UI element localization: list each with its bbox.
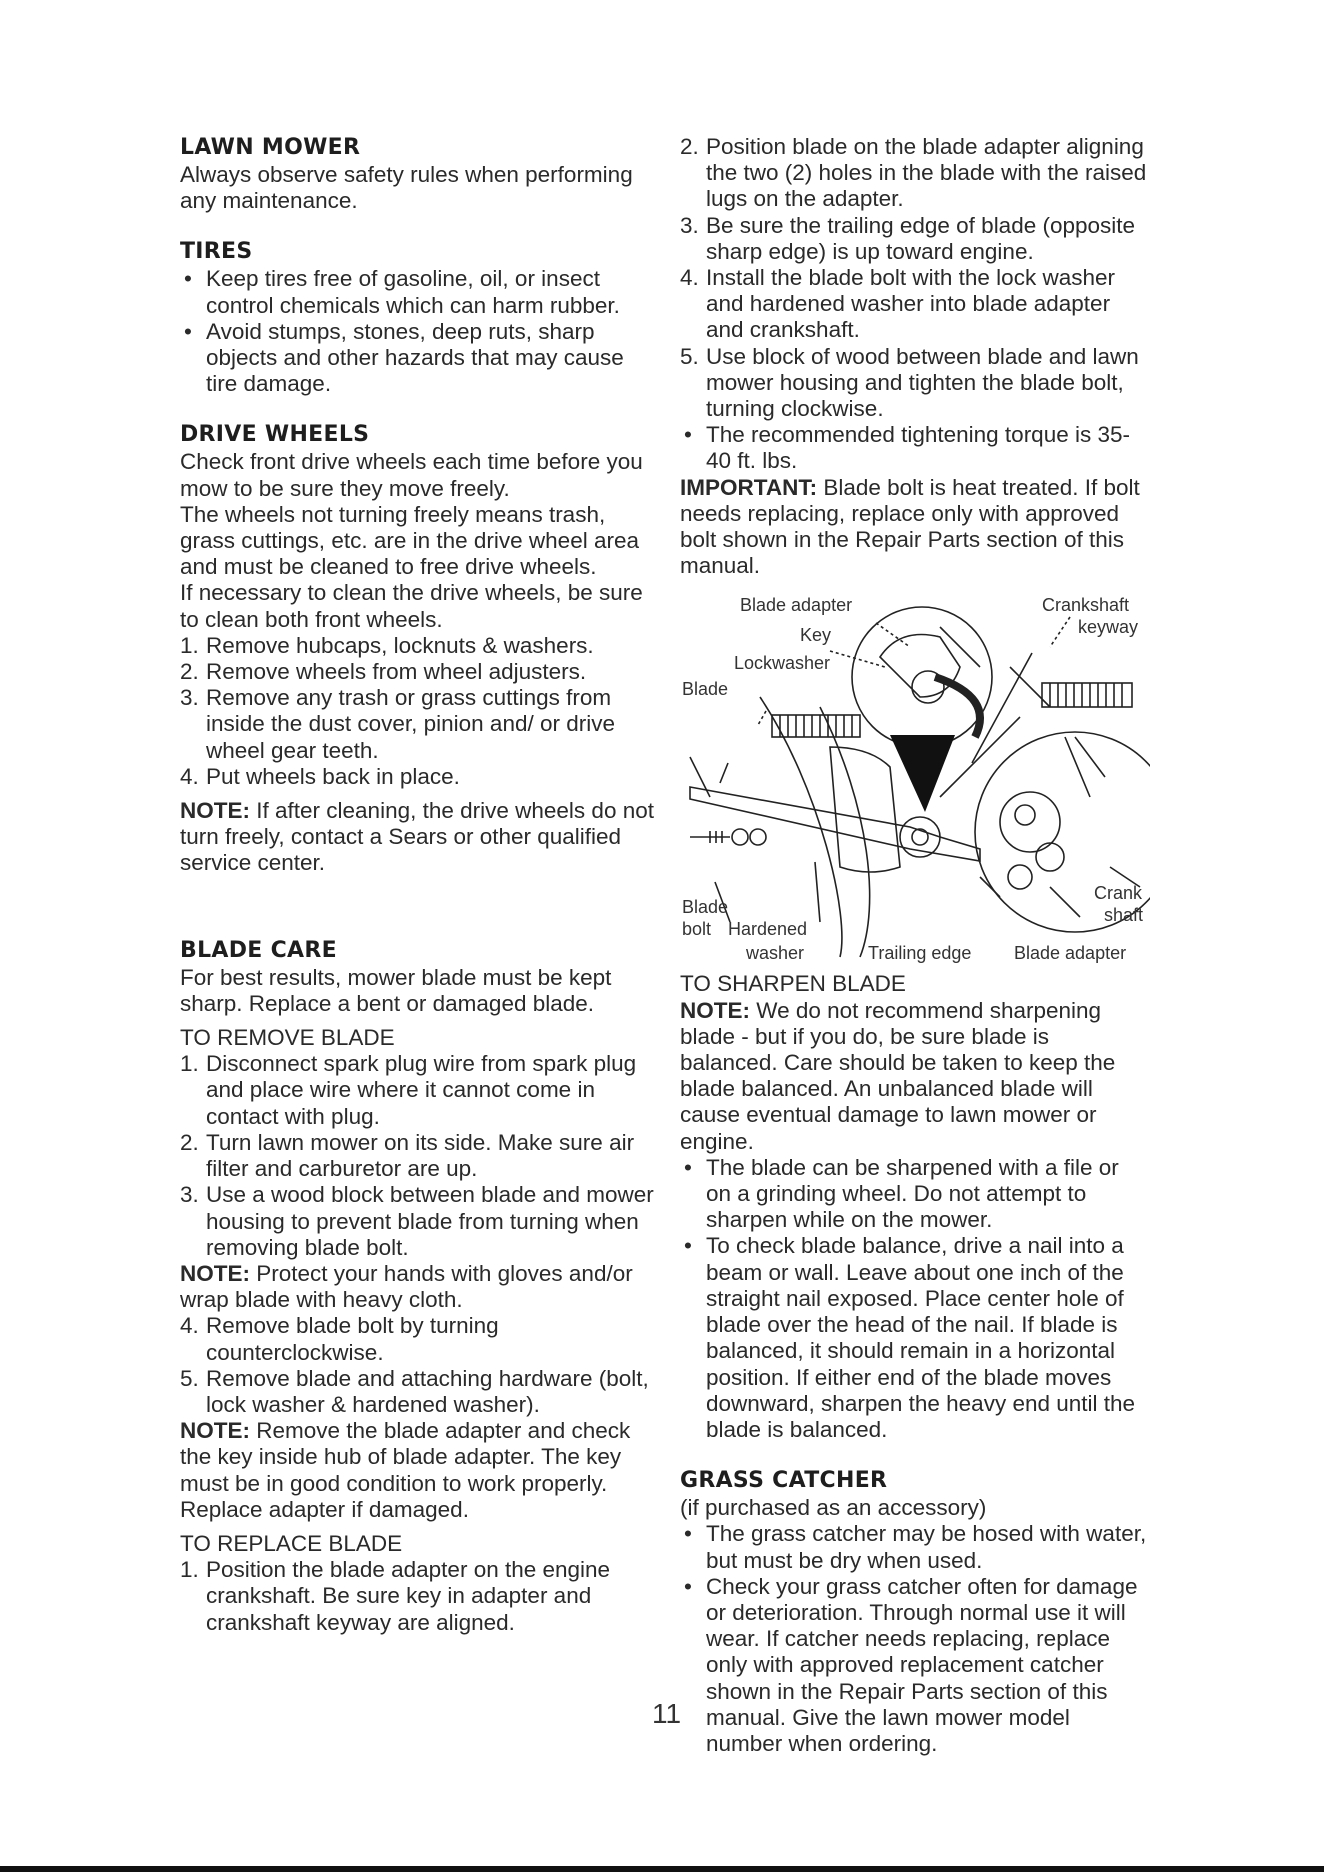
list-item: 4. Put wheels back in place. [180,763,460,789]
remove-blade-steps-b [180,1313,660,1418]
list-item: 4. Remove blade bolt by turning counterclockwise. [180,1313,499,1365]
subheading-sharpen-blade: TO SHARPEN BLADE [680,971,906,997]
label-crankshaft-bottom-1: Crank [1094,883,1143,904]
remove-blade-note-2: NOTE: Remove the blade adapter and check the key inside hub of blade adapter. The key must be in good condition to work properly. Replace adapter if damaged. [180,1418,631,1522]
label-blade-adapter-top: Blade adapter [740,595,853,616]
list-item: • The recommended tightening torque is 35-40 ft. lbs. [684,422,1130,474]
list-item: 3. Use a wood block between blade and mower housing to prevent blade from turning when removing blade bolt. [180,1182,654,1260]
bullet-icon: • [684,422,692,448]
torque-list [680,422,1150,474]
label-crankshaft-bottom-2: shaft [1104,905,1144,926]
blade-assembly-illustration [680,587,1150,967]
right-column [680,134,1150,1757]
list-item: 1. Disconnect spark plug wire from spark plug and place wire where it cannot come in contact with plug. [180,1051,637,1129]
list-item: • Avoid stumps, stones, deep ruts, sharp objects and other hazards that may cause tire damage. [184,318,624,397]
drive-wheels-p3: If necessary to clean the drive wheels, be sure to clean both front wheels. [180,580,643,632]
section-heading-grass-catcher: GRASS CATCHER [680,1468,888,1494]
grass-catcher-sub: (if purchased as an accessory) [680,1495,987,1521]
bullet-icon: • [184,318,192,344]
section-heading-drive-wheels: DRIVE WHEELS [180,422,370,448]
list-item: • Check your grass catcher often for damage or deterioration. Through normal use it will wear. If catcher needs replacing, replace only with approved replacement catcher shown in the Repair Parts section of this manual. Give the lawn mower model number when ordering. [684,1573,1138,1756]
blade-assembly-diagram [680,587,1150,967]
list-item: 3. Be sure the trailing edge of blade (opposite sharp edge) is up toward engine. [680,212,1136,264]
list-item: 3. Remove any trash or grass cuttings from inside the dust cover, pinion and/ or drive wheel gear teeth. [180,685,615,763]
drive-wheels-steps [180,633,660,790]
lawn-mower-text: Always observe safety rules when performing any maintenance. [180,162,633,214]
subheading-remove-blade: TO REMOVE BLADE [180,1025,395,1051]
section-heading-blade-care: BLADE CARE [180,937,337,963]
list-item: 1. Remove hubcaps, locknuts & washers. [180,632,594,658]
label-blade-adapter-bottom: Blade adapter [1014,943,1127,964]
remove-blade-steps-a [180,1051,660,1261]
tires-list [180,266,660,397]
section-heading-lawn-mower: LAWN MOWER [180,135,361,160]
label-hardened-washer-1: Hardened [728,919,808,940]
list-item: 2. Remove wheels from wheel adjusters. [180,659,587,685]
list-item: 4. Install the blade bolt with the lock washer and hardened washer into blade adapter and crankshaft. [680,265,1115,343]
label-key: Key [800,625,832,646]
drive-wheels-p1: Check front drive wheels each time before you mow to be sure they move freely. [180,449,643,501]
label-keyway: keyway [1078,617,1139,638]
section-heading-tires: TIRES [180,239,253,265]
label-crankshaft: Crankshaft [1042,595,1130,616]
list-item: 2. Position blade on the blade adapter aligning the two (2) holes in the blade with the raised lugs on the adapter. [680,134,1147,212]
list-item: • The grass catcher may be hosed with water, but must be dry when used. [684,1521,1147,1573]
list-item: • The blade can be sharpened with a file or on a grinding wheel. Do not attempt to sharpen while on the mower. [684,1154,1119,1233]
list-item: 2. Turn lawn mower on its side. Make sure air filter and carburetor are up. [180,1129,635,1182]
label-blade: Blade [682,679,729,700]
label-trailing-edge: Trailing edge [868,943,972,964]
label-lockwasher: Lockwasher [734,653,831,674]
page-number: 11 [652,1698,682,1729]
list-item: • To check blade balance, drive a nail into a beam or wall. Leave about one inch of the straight nail exposed. Place center hole of blade over the head of the nail. If blade is balanced, it should remain in a horizontal position. If either end of the blade moves downward, sharpen the heavy end until the blade is balanced. [684,1233,1136,1442]
bullet-icon: • [684,1573,692,1599]
bottom-border [0,1866,1324,1872]
replace-blade-steps [180,1557,660,1636]
bullet-icon: • [684,1154,692,1180]
list-item: • Keep tires free of gasoline, oil, or insect control chemicals which can harm rubber. [184,266,620,318]
bullet-icon: • [684,1521,692,1547]
drive-wheels-note: NOTE: If after cleaning, the drive wheels do not turn freely, contact a Sears or other qualified service center. [180,798,654,876]
sharpen-list [680,1155,1150,1443]
remove-blade-note-1: NOTE: Protect your hands with gloves and/or wrap blade with heavy cloth. [180,1260,633,1313]
grass-catcher-list [680,1521,1150,1757]
bullet-icon: • [684,1233,692,1259]
list-item: 5. Remove blade and attaching hardware (bolt, lock washer & hardened washer). [180,1365,649,1417]
important-note: IMPORTANT: Blade bolt is heat treated. If bolt needs replacing, replace only with approved bolt shown in the Repair Parts section of this manual. [680,474,1140,579]
label-hardened-washer-2: washer [746,943,805,964]
subheading-replace-blade: TO REPLACE BLADE [180,1530,403,1556]
label-blade-bolt-2: bolt [682,919,712,940]
list-item: 1. Position the blade adapter on the engine crankshaft. Be sure key in adapter and crankshaft keyway are aligned. [180,1557,611,1635]
left-column [180,134,660,1636]
sharpen-note: NOTE: We do not recommend sharpening blade - but if you do, be sure blade is balanced. Care should be taken to keep the blade balanced. An unbalanced blade will cause eventual damage to lawn mower or engine. [680,997,1116,1154]
blade-care-text: For best results, mower blade must be kept sharp. Replace a bent or damaged blade. [180,964,612,1016]
drive-wheels-p2: The wheels not turning freely means trash, grass cuttings, etc. are in the drive wheel area and must be cleaned to free drive wheels. [180,501,639,580]
bullet-icon: • [184,266,192,292]
replace-blade-steps-continued [680,134,1150,422]
list-item: 5. Use block of wood between blade and lawn mower housing and tighten the blade bolt, turning clockwise. [680,343,1139,422]
label-blade-bolt-1: Blade [682,897,729,918]
